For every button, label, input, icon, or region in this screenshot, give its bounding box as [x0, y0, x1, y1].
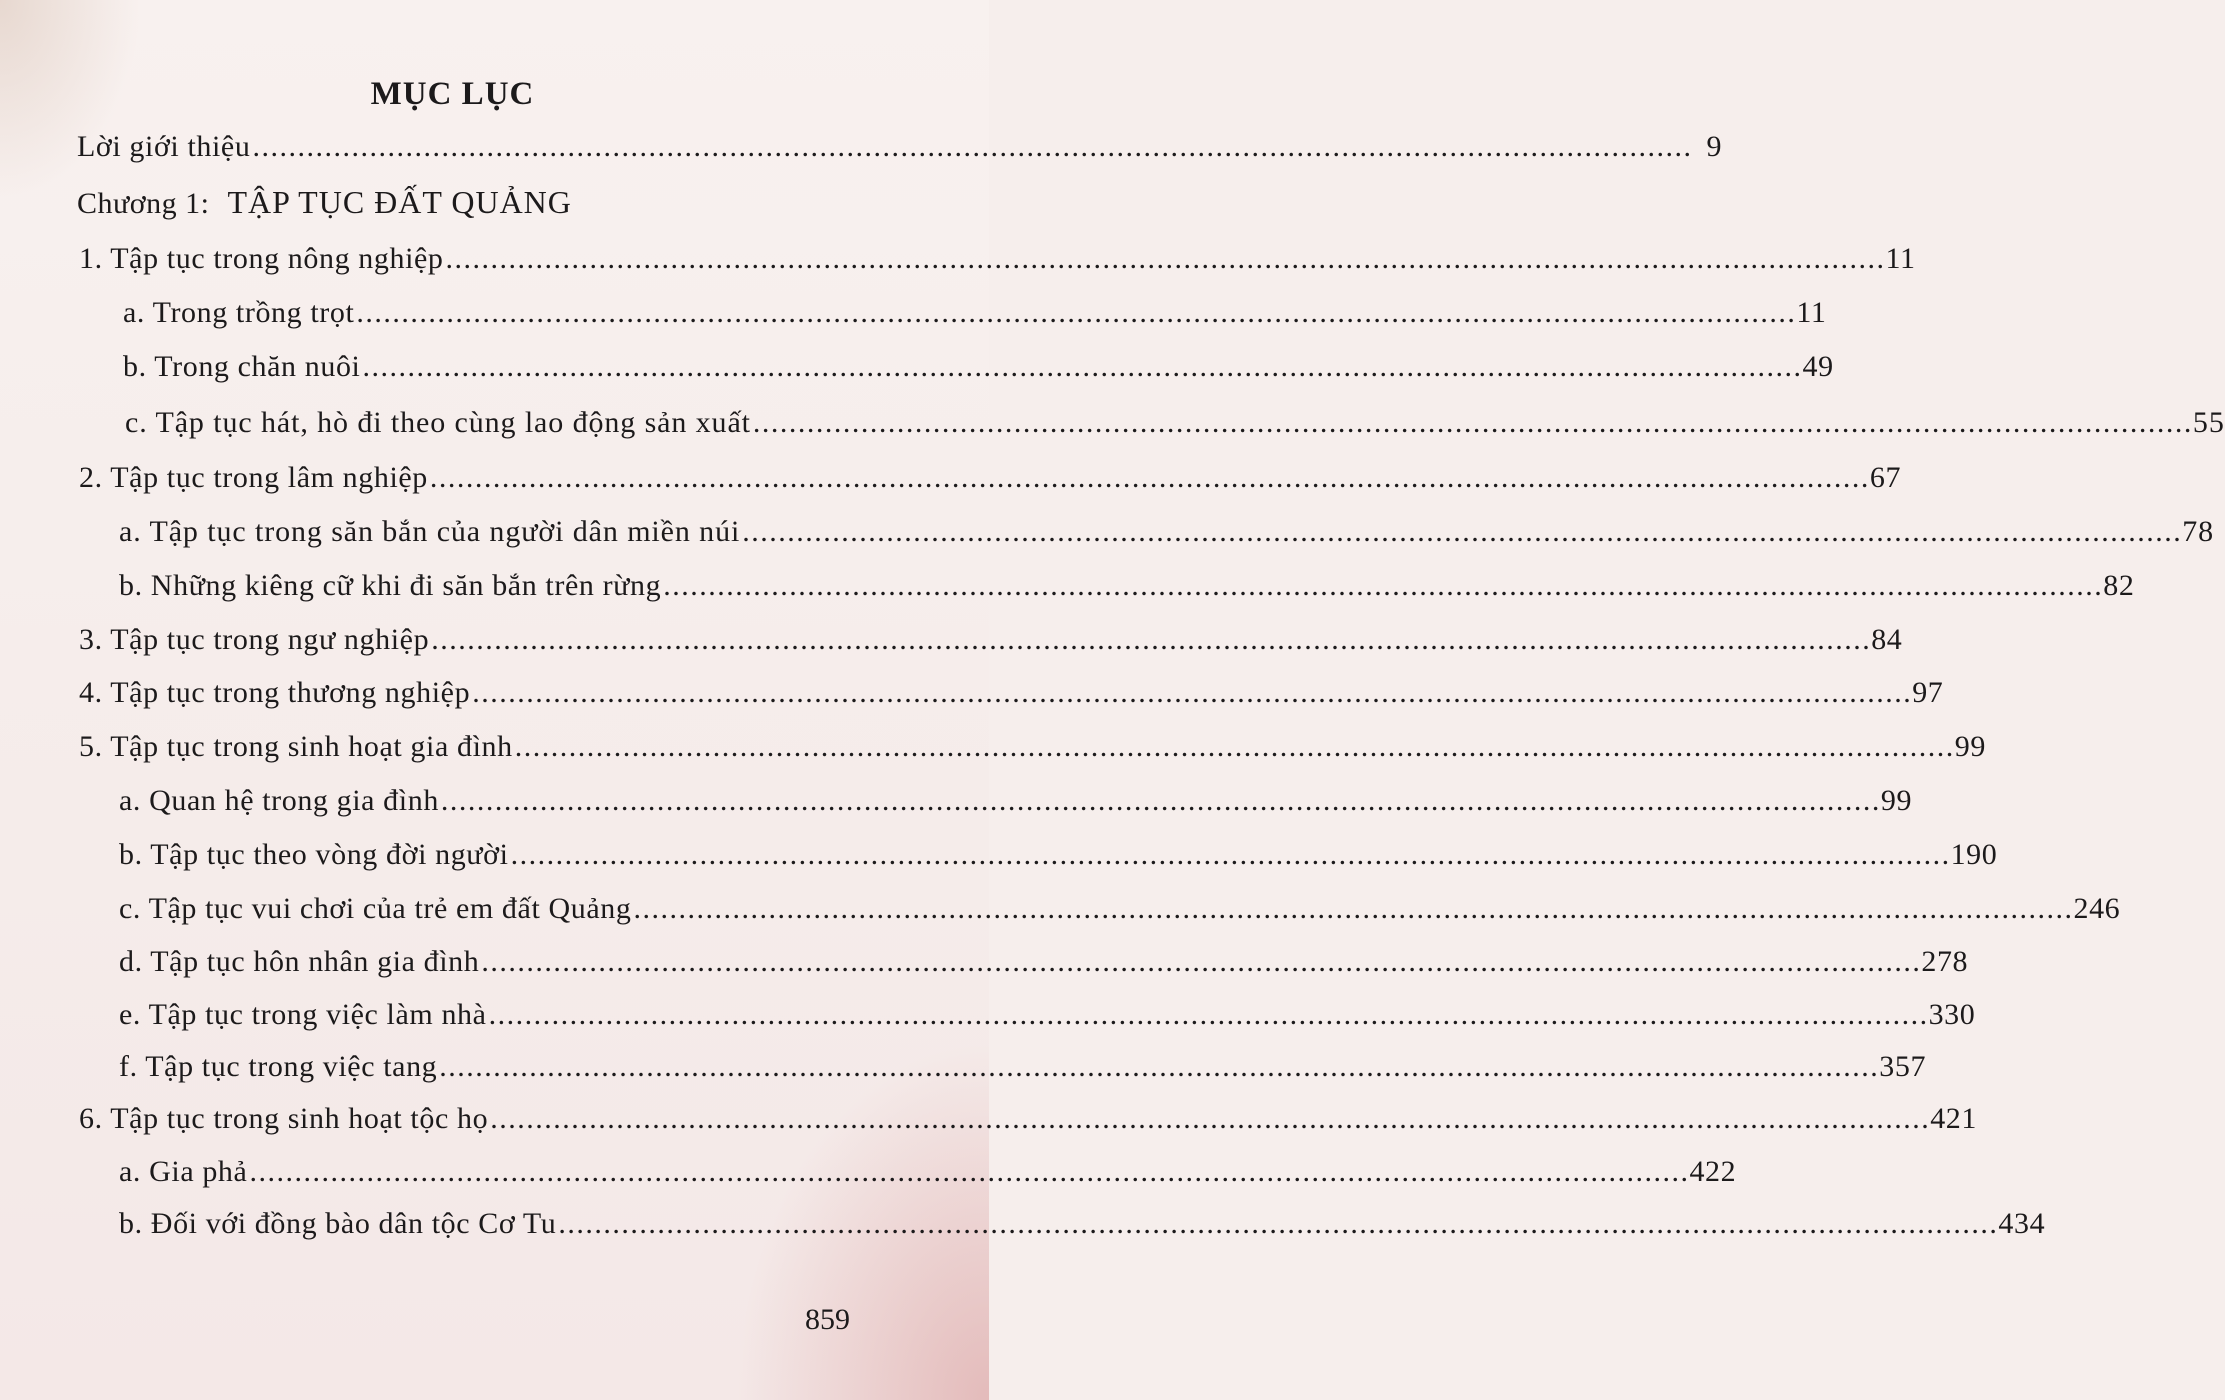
dot-leader: ................................................................................................................................................................ — [445, 242, 1886, 275]
toc-entry-label: c. Tập tục vui chơi của trẻ em đất Quảng — [119, 892, 632, 925]
toc-entry-label: 5. Tập tục trong sinh hoạt gia đình — [79, 730, 513, 763]
toc-entry-label: d. Tập tục hôn nhân gia đình — [119, 945, 480, 978]
dot-leader: ................................................................................................................................................................ — [439, 1050, 1880, 1083]
toc-entry-page: 99 — [1880, 784, 1913, 817]
toc-entry-page: 82 — [2103, 569, 2135, 602]
toc-entry-page: 78 — [2182, 515, 2215, 548]
toc-entry-page: 67 — [1869, 461, 1902, 494]
toc-entry-page: 357 — [1879, 1050, 1927, 1083]
toc-entry-label: 3. Tập tục trong ngư nghiệp — [79, 623, 430, 656]
chapter-title: TẬP TỤC ĐẤT QUẢNG — [227, 184, 572, 220]
toc-row — [119, 1050, 1927, 1084]
toc-entry-page: 9 — [1706, 130, 1723, 163]
toc-entry-label: f. Tập tục trong việc tang — [119, 1050, 438, 1083]
page-title: MỤC LỤC — [370, 76, 535, 112]
toc-row — [119, 838, 1998, 872]
toc-entry-label: 4. Tập tục trong thương nghiệp — [79, 676, 471, 709]
toc-entry-page: 55 — [2192, 406, 2225, 439]
toc-row — [79, 461, 1902, 495]
dot-leader: ................................................................................................................................................................ — [431, 623, 1872, 656]
toc-row — [123, 350, 1834, 384]
toc-entry-label: c. Tập tục hát, hò đi theo cùng lao động sản xuất — [125, 406, 751, 439]
dot-leader: ................................................................................................................................................................ — [249, 1155, 1690, 1188]
toc-row — [79, 1102, 1977, 1136]
toc-row — [119, 892, 2121, 926]
toc-entry-page: 246 — [2073, 892, 2121, 925]
toc-entry-page: 97 — [1912, 676, 1944, 709]
toc-row — [123, 296, 1827, 330]
toc-entry-page: 278 — [1921, 945, 1969, 978]
toc-row — [119, 515, 2215, 549]
dot-leader: ................................................................................................................................................................ — [481, 945, 1922, 978]
toc-row — [119, 1155, 1737, 1189]
chapter-prefix: Chương 1: — [77, 187, 210, 220]
toc-entry-page: 84 — [1871, 623, 1903, 656]
dot-leader: ................................................................................................................................................................ — [663, 569, 2104, 602]
toc-entry-label: a. Tập tục trong săn bắn của người dân miền núi — [119, 515, 741, 548]
dot-leader: ................................................................................................................................................................ — [488, 998, 1929, 1031]
toc-entry-page: 49 — [1802, 350, 1834, 383]
dot-leader: ................................................................................................................................................................ — [440, 784, 1881, 817]
toc-row-intro — [77, 130, 1723, 164]
dot-leader: ................................................................................................................................................................ — [633, 892, 2074, 925]
toc-row — [119, 569, 2135, 603]
toc-entry-page: 99 — [1954, 730, 1986, 763]
dot-leader: ................................................................................................................................................................ — [514, 730, 1955, 763]
page-number: 859 — [805, 1303, 850, 1336]
dot-leader: ................................................................................................................................................................ — [356, 296, 1797, 329]
toc-row — [119, 945, 1969, 979]
toc-entry-page: 11 — [1796, 296, 1827, 329]
toc-entry-label: a. Trong trồng trọt — [123, 296, 355, 329]
toc-row — [119, 1207, 2046, 1241]
toc-entry-page: 422 — [1689, 1155, 1737, 1188]
toc-entry-label: b. Đối với đồng bào dân tộc Cơ Tu — [119, 1207, 557, 1240]
toc-entry-page: 421 — [1930, 1102, 1977, 1135]
dot-leader: ................................................................................................................................................................ — [558, 1207, 1999, 1240]
toc-entry-label: 2. Tập tục trong lâm nghiệp — [79, 461, 428, 494]
dot-leader: ................................................................................................................................................................ — [742, 515, 2183, 548]
dot-leader: ................................................................................................................................................................ — [252, 130, 1693, 163]
toc-entry-page: 330 — [1928, 998, 1976, 1031]
toc-row — [79, 623, 1903, 657]
toc-row — [79, 676, 1944, 710]
toc-row — [119, 784, 1913, 818]
toc-entry-page: 190 — [1950, 838, 1998, 871]
toc-entry-label: 1. Tập tục trong nông nghiệp — [79, 242, 444, 275]
toc-entry-page: 11 — [1885, 242, 1916, 275]
toc-row — [125, 406, 2225, 440]
dot-leader: ................................................................................................................................................................ — [472, 676, 1913, 709]
toc-row — [79, 242, 1916, 276]
dot-leader: ................................................................................................................................................................ — [429, 461, 1870, 494]
dot-leader: ................................................................................................................................................................ — [510, 838, 1951, 871]
dot-leader: ................................................................................................................................................................ — [362, 350, 1803, 383]
toc-entry-page: 434 — [1998, 1207, 2046, 1240]
toc-entry-label: b. Tập tục theo vòng đời người — [119, 838, 509, 871]
toc-entry-label: b. Những kiêng cữ khi đi săn bắn trên rừng — [119, 569, 662, 602]
toc-row — [79, 730, 1986, 764]
dot-leader: ................................................................................................................................................................ — [752, 406, 2193, 439]
dot-leader: ................................................................................................................................................................ — [490, 1102, 1931, 1135]
toc-entry-label: a. Quan hệ trong gia đình — [119, 784, 439, 817]
toc-entry-label: b. Trong chăn nuôi — [123, 350, 361, 383]
chapter-heading — [77, 184, 572, 221]
toc-entry-label: 6. Tập tục trong sinh hoạt tộc họ — [79, 1102, 489, 1135]
toc-row — [119, 998, 1976, 1032]
toc-entry-label: Lời giới thiệu — [77, 130, 251, 163]
toc-entry-label: e. Tập tục trong việc làm nhà — [119, 998, 487, 1031]
toc-entry-label: a. Gia phả — [119, 1155, 248, 1188]
